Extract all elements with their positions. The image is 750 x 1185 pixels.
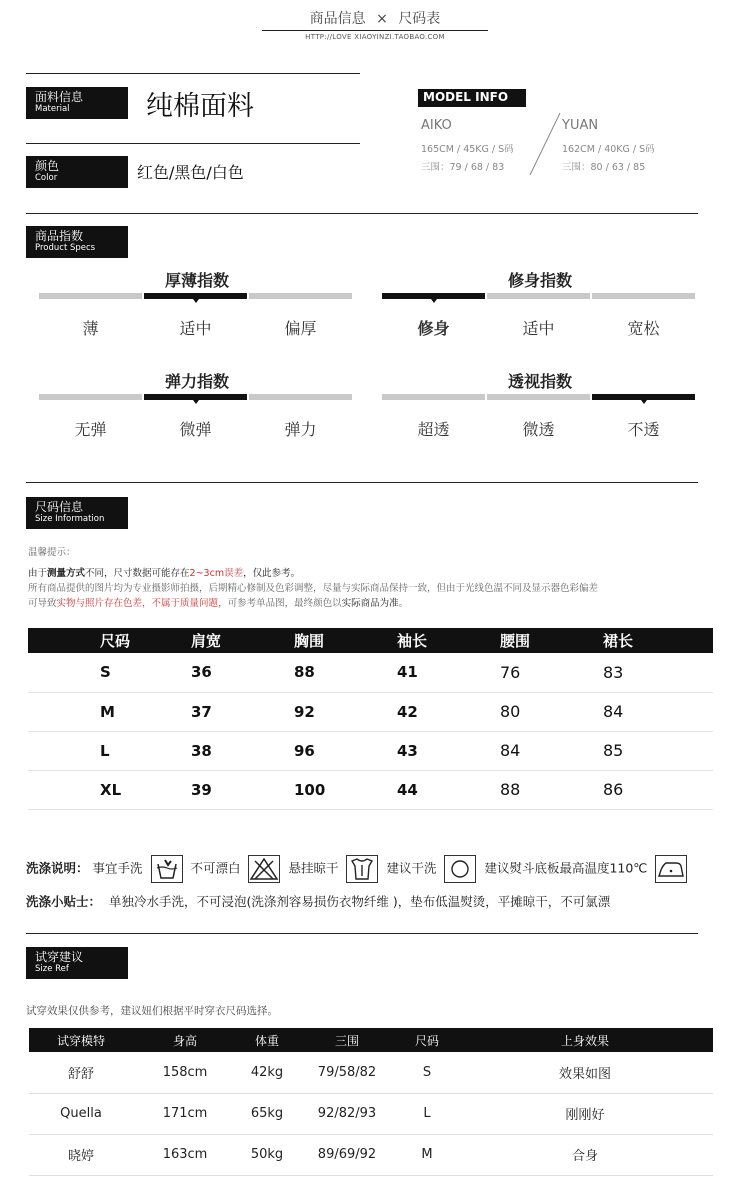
divider <box>26 213 698 214</box>
fit-table-cell: 晓婷 <box>29 1134 133 1175</box>
divider <box>26 482 698 483</box>
size-table-cell: 85 <box>593 731 713 770</box>
fit-table-cell: M <box>397 1134 457 1175</box>
size-table-cell: S <box>28 653 181 692</box>
model-name: YUAN <box>562 118 599 133</box>
care-item-no-bleach: 不可漂白 <box>190 860 241 876</box>
size-table-cell: 39 <box>181 770 284 809</box>
gauge-segment <box>249 394 352 400</box>
gauge-segment <box>487 394 590 400</box>
table-row <box>28 731 713 770</box>
gauge-segment <box>592 293 695 299</box>
model-stats: 165CM / 45KG / S码 <box>421 144 514 155</box>
gauge-title: 修身指数 <box>507 271 572 290</box>
color-tag <box>26 156 128 188</box>
size-table-cell: 76 <box>490 653 593 692</box>
fit-table-cell: 92/82/93 <box>297 1093 397 1134</box>
gauge-segment-selected <box>144 293 247 299</box>
care-item-hand-wash: 事宜手洗 <box>92 860 143 876</box>
size-info-tag <box>26 497 128 529</box>
hang-dry-icon <box>346 855 378 883</box>
material-label-en: Material <box>35 104 70 114</box>
size-table-cell: L <box>28 731 181 770</box>
header-title-sep: × <box>376 11 388 27</box>
gauge-segment-selected <box>592 394 695 400</box>
iron-icon <box>655 855 687 883</box>
fit-table-cell: 89/69/92 <box>297 1134 397 1175</box>
gauge-option-label: 适中 <box>522 319 555 338</box>
fit-table-body <box>29 1052 713 1175</box>
gauge-option-label: 不透 <box>627 420 660 439</box>
header-title-left: 商品信息 <box>309 11 366 27</box>
notice-error-range: 2~3cm误差 <box>189 568 244 579</box>
color-label: 颜色 <box>35 159 60 173</box>
gauge-segment <box>382 394 485 400</box>
size-table-cell: 38 <box>181 731 284 770</box>
notice-text: ， <box>142 598 152 609</box>
fit-table-header-cell: 身高 <box>133 1028 237 1052</box>
size-table-cell: M <box>28 692 181 731</box>
table-row <box>29 1134 713 1175</box>
size-info-label-en: Size Information <box>35 514 105 524</box>
material-tag <box>26 87 128 119</box>
notice-title: 温馨提示： <box>28 547 76 558</box>
notice-emphasis: 实际商品为准 <box>341 598 399 609</box>
model-stats: 162CM / 40KG / S码 <box>562 144 655 155</box>
size-table-cell: 83 <box>593 653 713 692</box>
size-table-cell: 42 <box>387 692 490 731</box>
gauge-option-label: 宽松 <box>627 319 660 338</box>
gauge-segment <box>487 293 590 299</box>
model-card <box>562 118 655 173</box>
model-name: AIKO <box>421 118 452 133</box>
size-table <box>28 628 713 810</box>
header-divider <box>262 30 488 31</box>
notice-text: 。 <box>398 598 409 609</box>
specs-label: 商品指数 <box>35 229 84 243</box>
table-header-row <box>28 628 713 653</box>
dry-clean-icon <box>444 855 476 883</box>
size-table-body <box>28 653 713 809</box>
divider <box>26 933 698 934</box>
gauge-segment <box>249 293 352 299</box>
table-row <box>29 1052 713 1093</box>
divider <box>26 143 360 144</box>
fit-label-en: Size Ref <box>35 964 69 974</box>
fit-table-cell: 舒舒 <box>29 1052 133 1093</box>
fit-table-header-cell: 尺码 <box>397 1028 457 1052</box>
fit-tag <box>26 947 128 979</box>
fit-table-cell: Quella <box>29 1093 133 1134</box>
size-table-cell: 43 <box>387 731 490 770</box>
fit-table-cell: 158cm <box>133 1052 237 1093</box>
size-table-header-cell: 裙长 <box>593 628 713 653</box>
gauge-option-label: 弹力 <box>284 420 317 439</box>
table-row <box>29 1093 713 1134</box>
notice-text: 不同，尺寸数据可能存在 <box>85 568 190 579</box>
size-table-cell: 96 <box>284 731 387 770</box>
header-title-right: 尺码表 <box>398 11 441 27</box>
model-measurements: 三围：79 / 68 / 83 <box>421 162 505 173</box>
model-info-title: MODEL INFO <box>418 89 526 107</box>
model-card <box>421 118 514 173</box>
gauge-option-label: 无弹 <box>74 420 107 439</box>
size-table-cell: 84 <box>593 692 713 731</box>
care-tips-text: 单独冷水手洗，不可浸泡(洗涤剂容易损伤衣物纤维 )，垫布低温熨烫，平摊晾干，不可氯漂 <box>109 894 611 909</box>
notice-emphasis: 测量方式 <box>47 568 86 579</box>
notice-line: 所有商品提供的图片均为专业摄影师拍摄，后期精心修制及色彩调整，尽量与实际商品保持一致，但由于光线色温不同及显示器色彩偏差 <box>28 583 599 594</box>
care-instructions <box>26 855 691 883</box>
size-table-cell: 86 <box>593 770 713 809</box>
table-row <box>28 770 713 809</box>
care-item-iron-temp: 建议熨斗底板最高温度110℃ <box>484 860 648 876</box>
gauge-segment-selected <box>382 293 485 299</box>
gauge-option-label: 修身 <box>417 319 450 338</box>
size-table-cell: 41 <box>387 653 490 692</box>
table-row <box>28 653 713 692</box>
gauge-title: 厚薄指数 <box>164 271 229 290</box>
hand-wash-icon <box>151 855 183 883</box>
size-table-cell: 80 <box>490 692 593 731</box>
care-tips-label: 洗涤小贴士： <box>26 894 102 909</box>
gauge-option-label: 微透 <box>522 420 555 439</box>
size-table-header-cell: 腰围 <box>490 628 593 653</box>
gauge-option-label: 微弹 <box>179 420 212 439</box>
specs-label-en: Product Specs <box>35 243 96 253</box>
size-info-label: 尺码信息 <box>35 500 84 514</box>
fit-label: 试穿建议 <box>35 950 84 964</box>
notice-warning: 不属于质量问题 <box>151 598 219 609</box>
notice-text: 可导致 <box>28 598 57 609</box>
gauge-option-label: 薄 <box>82 319 99 338</box>
fit-table-cell: 刚刚好 <box>457 1093 713 1134</box>
model-measurements: 三围：80 / 63 / 85 <box>562 162 646 173</box>
gauge-segment-selected <box>144 394 247 400</box>
notice-line <box>28 566 598 581</box>
fit-table <box>29 1028 713 1176</box>
fit-table-cell: S <box>397 1052 457 1093</box>
size-table-cell: 44 <box>387 770 490 809</box>
size-table-cell: 37 <box>181 692 284 731</box>
fit-table-cell: 效果如图 <box>457 1052 713 1093</box>
color-label-en: Color <box>35 173 58 183</box>
fit-table-header <box>29 1028 713 1052</box>
notice-text: ，可参考单品图，最终颜色以 <box>218 598 342 609</box>
color-value: 红色/黑色/白色 <box>137 163 244 182</box>
size-table-header-cell: 肩宽 <box>181 628 284 653</box>
size-table-header <box>28 628 713 653</box>
header-title <box>0 8 750 28</box>
notice-text: 由于 <box>28 568 48 579</box>
fit-table-header-cell: 试穿模特 <box>29 1028 133 1052</box>
fit-table-header-cell: 上身效果 <box>457 1028 713 1052</box>
size-table-header-cell: 胸围 <box>284 628 387 653</box>
fit-table-cell: 65kg <box>237 1093 297 1134</box>
size-table-header-cell: 袖长 <box>387 628 490 653</box>
fit-table-cell: 163cm <box>133 1134 237 1175</box>
no-bleach-icon <box>248 855 280 883</box>
care-label: 洗涤说明： <box>26 860 89 876</box>
fit-table-cell: 合身 <box>457 1134 713 1175</box>
notice-text: ，仅此参考。 <box>243 568 301 579</box>
care-item-hang-dry: 悬挂晾干 <box>288 860 339 876</box>
size-table-header-cell: 尺码 <box>28 628 181 653</box>
gauge-segment <box>39 293 142 299</box>
size-table-cell: 36 <box>181 653 284 692</box>
gauge-option-label: 偏厚 <box>284 319 317 338</box>
gauge-title: 弹力指数 <box>164 372 229 391</box>
size-notice <box>28 545 598 611</box>
notice-line <box>28 596 598 611</box>
fit-table-header-cell: 三围 <box>297 1028 397 1052</box>
material-label: 面料信息 <box>35 90 84 104</box>
fit-table-cell: L <box>397 1093 457 1134</box>
fit-table-cell: 42kg <box>237 1052 297 1093</box>
header-url[interactable]: HTTP://LOVE XIAOYINZI.TAOBAO.COM <box>305 33 445 41</box>
fit-table-cell: 50kg <box>237 1134 297 1175</box>
size-table-cell: 100 <box>284 770 387 809</box>
gauge-option-label: 超透 <box>417 420 450 439</box>
divider <box>26 73 360 74</box>
gauge-option-label: 适中 <box>179 319 212 338</box>
gauge-title: 透视指数 <box>507 372 572 391</box>
size-table-cell: 88 <box>284 653 387 692</box>
table-row <box>28 692 713 731</box>
fit-table-header-cell: 体重 <box>237 1028 297 1052</box>
gauge-segment <box>39 394 142 400</box>
model-divider-slash <box>528 112 562 176</box>
specs-tag <box>26 226 128 258</box>
fit-table-cell: 171cm <box>133 1093 237 1134</box>
size-table-cell: 84 <box>490 731 593 770</box>
fit-table-cell: 79/58/82 <box>297 1052 397 1093</box>
care-tips <box>26 892 610 910</box>
fit-note: 试穿效果仅供参考，建议妞们根据平时穿衣尺码选择。 <box>26 1005 278 1017</box>
notice-warning: 实物与照片存在色差 <box>56 598 143 609</box>
size-table-cell: XL <box>28 770 181 809</box>
size-table-cell: 92 <box>284 692 387 731</box>
size-table-cell: 88 <box>490 770 593 809</box>
material-value: 纯棉面料 <box>146 91 254 122</box>
care-item-dry-clean: 建议干洗 <box>386 860 437 876</box>
table-header-row <box>29 1028 713 1052</box>
